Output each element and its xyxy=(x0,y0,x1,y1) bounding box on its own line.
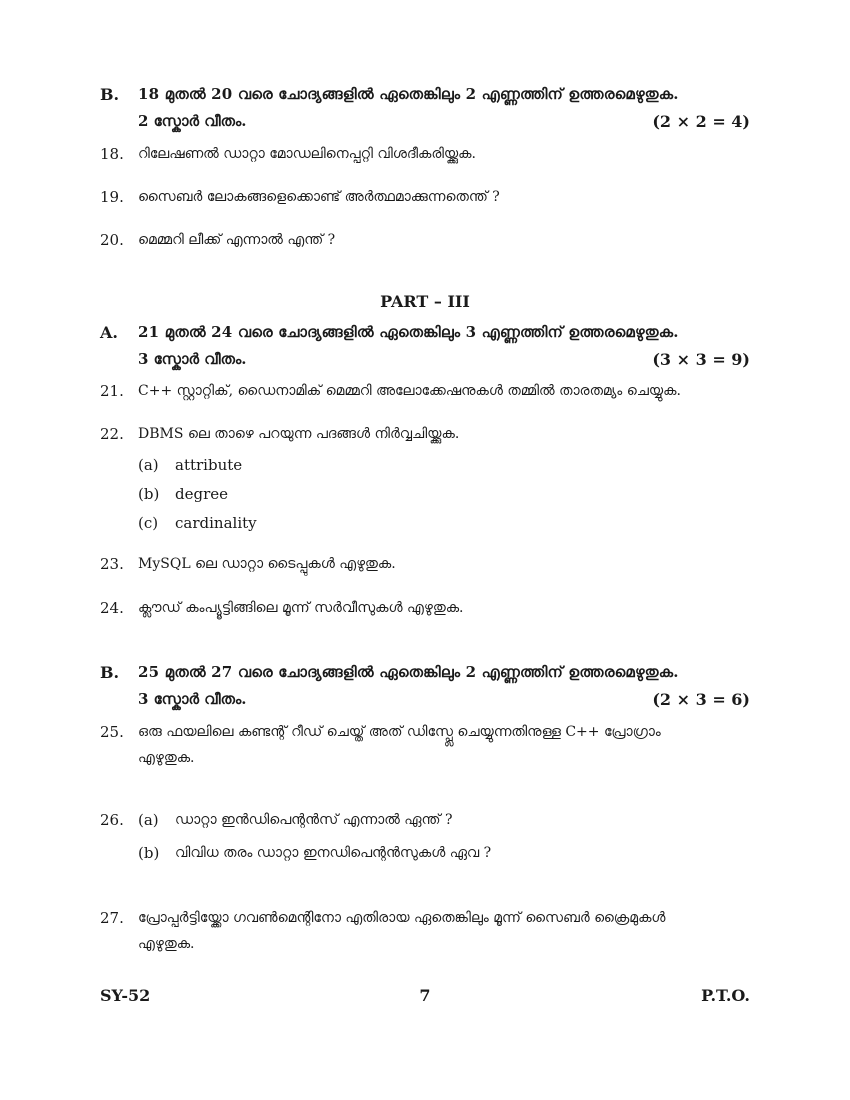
question-number: 22. xyxy=(100,425,124,443)
question-number: 20. xyxy=(100,231,124,249)
question-number: 27. xyxy=(100,909,124,927)
section-marks: (2 × 3 = 6) xyxy=(652,690,750,709)
question-number: 19. xyxy=(100,188,124,206)
section-marks: (3 × 3 = 9) xyxy=(652,350,750,369)
option-text: degree xyxy=(175,485,229,503)
question-number: 24. xyxy=(100,599,124,617)
question-text: DBMS ലെ താഴെ പറയുന്ന പദങ്ങൾ നിർവ്വചിയ്ക്കുക. xyxy=(138,426,460,442)
section-letter: B. xyxy=(100,663,120,682)
question-text: C++ സ്റ്റാറ്റിക്, ഡൈനാമിക് മെമ്മറി അലോക്കേഷനുകൾ തമ്മിൽ താരതമ്യം ചെയ്യുക. xyxy=(138,383,681,399)
section-instruction: 21 മുതൽ 24 വരെ ചോദ്യങ്ങളിൽ ഏതെങ്കിലും 3 എണ്ണത്തിന് ഉത്തരമെഴുതുക. xyxy=(138,323,679,341)
question-text: MySQL ലെ ഡാറ്റാ ടൈപ്പുകൾ എഴുതുക. xyxy=(138,556,396,572)
section-letter: A. xyxy=(100,323,118,342)
section-instruction: 18 മുതൽ 20 വരെ ചോദ്യങ്ങളിൽ ഏതെങ്കിലും 2 എണ്ണത്തിന് ഉത്തരമെഴുതുക. xyxy=(138,85,679,103)
question-text: സൈബർ ലോകങ്ങളെക്കൊണ്ട് അർത്ഥമാക്കുന്നതെന്ത് ? xyxy=(138,189,500,205)
score-label: 3 സ്കോർ വീതം. xyxy=(138,350,247,368)
option-text: cardinality xyxy=(175,514,257,532)
question-text-continued: എഴുതുക. xyxy=(138,936,195,952)
question-number: 23. xyxy=(100,555,124,573)
question-text: ഒരു ഫയലിലെ കണ്ടന്റ് റീഡ് ചെയ്ത് അത് ഡിസ്പ്ലേ ചെയ്യുന്നതിനുള്ള C++ പ്രോഗ്രാം xyxy=(138,724,661,740)
option-label: (b) xyxy=(138,485,160,503)
option-label: (b) xyxy=(138,844,160,862)
option-text: ഡാറ്റാ ഇൻഡിപെന്റൻസ് എന്നാൽ ഏന്ത് ? xyxy=(175,812,453,828)
score-label: 2 സ്കോർ വീതം. xyxy=(138,112,247,130)
section-marks: (2 × 2 = 4) xyxy=(652,112,750,131)
question-number: 25. xyxy=(100,723,124,741)
option-text: വിവിധ തരം ഡാറ്റാ ഇനഡിപെന്റൻസുകൾ ഏവ ? xyxy=(175,845,492,861)
question-text: മെമ്മറി ലീക്ക് എന്നാൽ എന്ത് ? xyxy=(138,232,336,248)
option-label: (a) xyxy=(138,456,159,474)
option-label: (a) xyxy=(138,811,159,829)
question-text: ക്ലൗഡ് കംപ്യൂട്ടിങ്ങിലെ മൂന്ന് സർവീസുകൾ എഴുതുക. xyxy=(138,600,464,616)
question-number: 26. xyxy=(100,811,124,829)
question-text: പ്രോപ്പർട്ടിയ്ക്കോ ഗവൺമെന്റിനോ എതിരായ ഏതെങ്കിലും മൂന്ന് സൈബർ ക്രൈമുകൾ xyxy=(138,910,666,926)
question-number: 21. xyxy=(100,382,124,400)
section-letter: B. xyxy=(100,85,120,104)
paper-code: SY-52 xyxy=(100,986,151,1005)
option-label: (c) xyxy=(138,514,159,532)
pto-label: P.T.O. xyxy=(701,986,750,1005)
part-title: PART – III xyxy=(380,292,470,311)
section-instruction: 25 മുതൽ 27 വരെ ചോദ്യങ്ങളിൽ ഏതെങ്കിലും 2 എണ്ണത്തിന് ഉത്തരമെഴുതുക. xyxy=(138,663,679,681)
option-text: attribute xyxy=(175,456,243,474)
question-number: 18. xyxy=(100,145,124,163)
question-text: റിലേഷണൽ ഡാറ്റാ മോഡലിനെപ്പറ്റി വിശദീകരിയ്ക്കുക. xyxy=(138,146,476,162)
page-number: 7 xyxy=(419,986,431,1005)
question-text-continued: എഴുതുക. xyxy=(138,750,195,766)
score-label: 3 സ്കോർ വീതം. xyxy=(138,690,247,708)
